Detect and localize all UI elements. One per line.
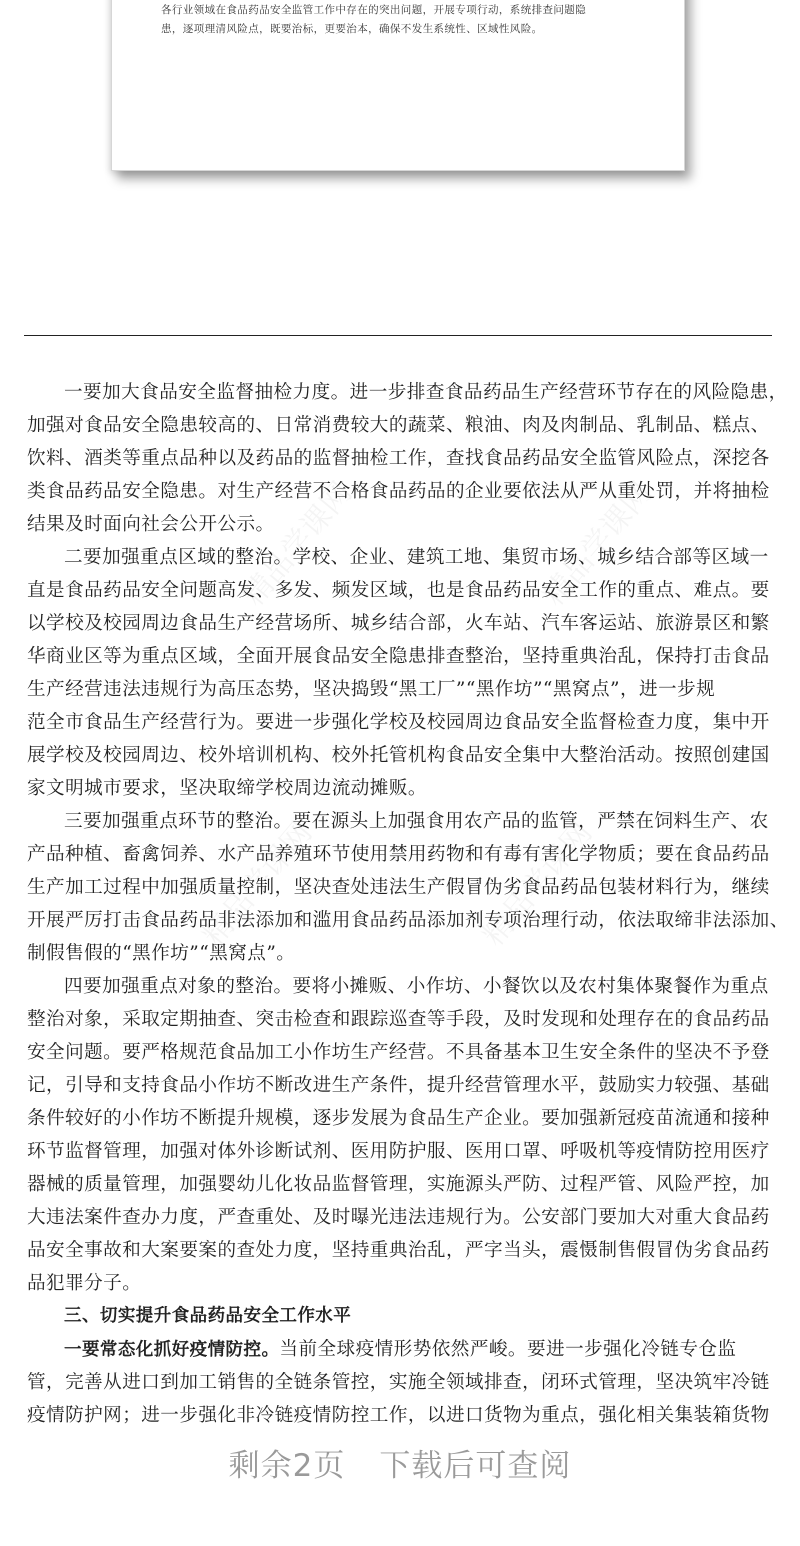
text-line: 三要加强重点环节的整治。要在源头上加强食用农产品的监管，严禁在饲料生产、农 bbox=[64, 811, 769, 832]
document-body bbox=[27, 376, 789, 1432]
text-line: 器械的质量管理，加强婴幼儿化妆品监督管理，实施源头严防、过程严管、风险严控，加 bbox=[27, 1174, 770, 1195]
previous-page-preview bbox=[111, 0, 685, 171]
remaining-pages-text: 剩余2页 bbox=[228, 1448, 346, 1484]
text-line: 家文明城市要求，坚决取缔学校周边流动摊贩。 bbox=[27, 778, 427, 799]
text-line bbox=[27, 1333, 777, 1366]
download-to-view-text[interactable]: 下载后可查阅 bbox=[379, 1448, 572, 1484]
text-run: 当前全球疫情形势依然严峻。要进一步强化冷链专仓监 bbox=[279, 1339, 737, 1360]
text-line: 生产经营违法违规行为高压态势，坚决捣毁“黑工厂”“黑作坊”“黑窝点”，进一步规 bbox=[27, 679, 716, 700]
text-line: 产品种植、畜禽饲养、水产品养殖环节使用禁用药物和有毒有害化学物质；要在食品药品 bbox=[27, 844, 770, 865]
paragraph-2 bbox=[27, 541, 777, 805]
preview-line: 各行业领域在食品药品安全监管工作中存在的突出问题，开展专项行动，系统排查问题隐 bbox=[161, 4, 587, 16]
paragraph-3 bbox=[27, 805, 789, 970]
text-line: 二要加强重点区域的整治。学校、企业、建筑工地、集贸市场、城乡结合部等区域一 bbox=[64, 547, 769, 568]
text-line: 类食品药品安全隐患。对生产经营不合格食品药品的企业要依法从严从重处罚，并将抽检 bbox=[27, 481, 770, 502]
text-line: 管，完善从进口到加工销售的全链条管控，实施全领域排查，闭环式管理，坚决筑牢冷链 bbox=[27, 1372, 770, 1393]
remaining-pages-prompt[interactable] bbox=[0, 1440, 800, 1485]
paragraph-1 bbox=[27, 376, 788, 541]
text-line: 品犯罪分子。 bbox=[27, 1273, 142, 1294]
preview-text bbox=[161, 0, 651, 39]
text-line: 环节监督管理，加强对体外诊断试剂、医用防护服、医用口罩、呼吸机等疫情防控用医疗 bbox=[27, 1141, 770, 1162]
text-line: 华商业区等为重点区域，全面开展食品安全隐患排查整治，坚持重典治乱，保持打击食品 bbox=[27, 646, 770, 667]
text-line: 条件较好的小作坊不断提升规模，逐步发展为食品生产企业。要加强新冠疫苗流通和接种 bbox=[27, 1108, 770, 1129]
text-line: 疫情防护网；进一步强化非冷链疫情防控工作，以进口货物为重点，强化相关集装箱货物 bbox=[27, 1405, 770, 1426]
text-line: 一要加大食品安全监督抽检力度。进一步排查食品药品生产经营环节存在的风险隐患， bbox=[64, 382, 788, 403]
paragraph-5 bbox=[27, 1333, 777, 1432]
text-line: 饮料、酒类等重点品种以及药品的监督抽检工作，查找食品药品安全监管风险点，深挖各 bbox=[27, 448, 770, 469]
text-line: 开展严厉打击食品药品非法添加和滥用食品药品添加剂专项治理行动，依法取缔非法添加、 bbox=[27, 910, 789, 931]
section-heading: 三、切实提升食品药品安全工作水平 bbox=[64, 1306, 352, 1326]
page-divider bbox=[24, 335, 772, 336]
text-line: 品安全事故和大案要案的查处力度，坚持重典治乱，严字当头，震慑制售假冒伪劣食品药 bbox=[27, 1240, 770, 1261]
bold-lead: 一要常态化抓好疫情防控。 bbox=[64, 1340, 280, 1360]
text-line: 范全市食品生产经营行为。要进一步强化学校及校园周边食品安全监督检查力度，集中开 bbox=[27, 712, 770, 733]
text-line: 加强对食品安全隐患较高的、日常消费较大的蔬菜、粮油、肉及肉制品、乳制品、糕点、 bbox=[27, 415, 770, 436]
text-line: 展学校及校园周边、校外培训机构、校外托管机构食品安全集中大整治活动。按照创建国 bbox=[27, 745, 770, 766]
text-line: 四要加强重点对象的整治。要将小摊贩、小作坊、小餐饮以及农村集体聚餐作为重点 bbox=[64, 976, 769, 997]
text-line: 以学校及校园周边食品生产经营场所、城乡结合部，火车站、汽车客运站、旅游景区和繁 bbox=[27, 613, 770, 634]
text-line: 整治对象，采取定期抽查、突击检查和跟踪巡查等手段，及时发现和处理存在的食品药品 bbox=[27, 1009, 770, 1030]
text-line: 生产加工过程中加强质量控制，坚决查处违法生产假冒伪劣食品药品包装材料行为，继续 bbox=[27, 877, 770, 898]
text-line: 结果及时面向社会公开公示。 bbox=[27, 514, 275, 535]
text-line: 记，引导和支持食品小作坊不断改进生产条件，提升经营管理水平，鼓励实力较强、基础 bbox=[27, 1075, 770, 1096]
preview-line: 患，逐项理清风险点，既要治标，更要治本，确保不发生系统性、区域性风险。 bbox=[161, 23, 543, 35]
text-line: 大违法案件查办力度，严查重处、及时曝光违法违规行为。公安部门要加大对重大食品药 bbox=[27, 1207, 770, 1228]
text-line: 制假售假的“黑作坊”“黑窝点”。 bbox=[27, 943, 296, 964]
paragraph-4 bbox=[27, 970, 777, 1300]
text-line: 直是食品药品安全问题高发、多发、频发区域，也是食品药品安全工作的重点、难点。要 bbox=[27, 580, 770, 601]
text-line: 安全问题。要严格规范食品加工小作坊生产经营。不具备基本卫生安全条件的坚决不予登 bbox=[27, 1042, 770, 1063]
